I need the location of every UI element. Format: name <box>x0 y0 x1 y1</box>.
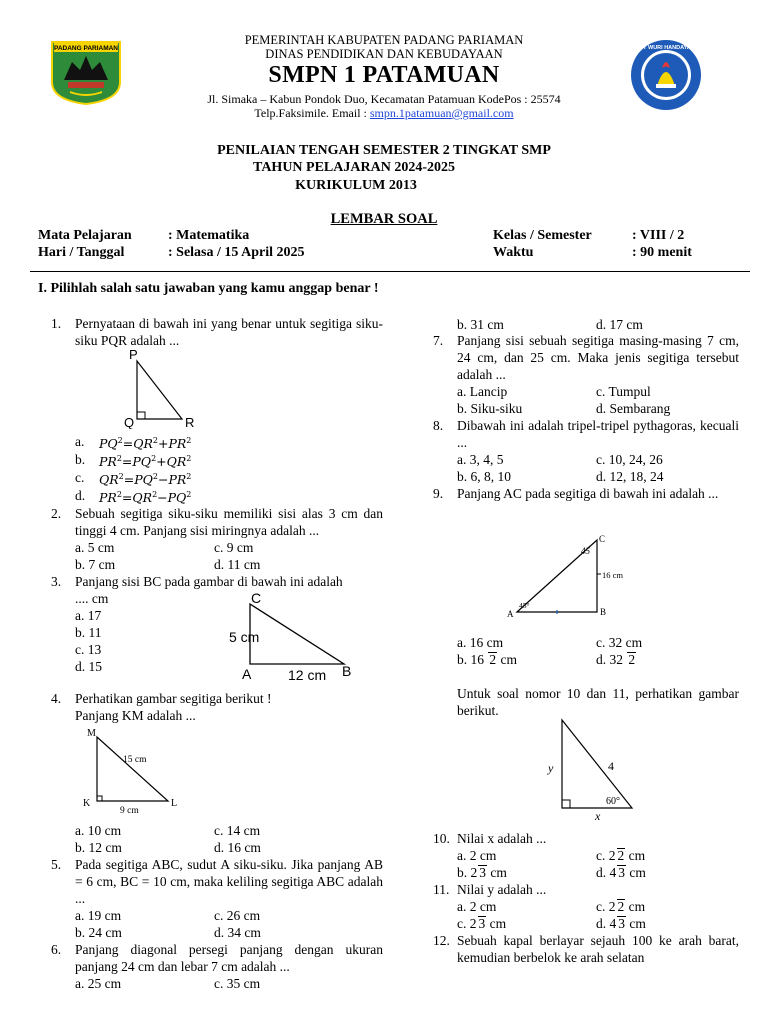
question-number: 3. <box>51 574 62 589</box>
option-a[interactable]: a. 17 <box>75 608 102 623</box>
side-label: 5 cm <box>229 629 260 645</box>
logo-lettering: TUT WURI HANDAYANI <box>635 45 697 51</box>
option-a[interactable]: a. 2 cm <box>457 899 497 914</box>
question-number: 10. <box>433 831 450 846</box>
option-unit: cm <box>625 848 646 863</box>
question-6-text: Panjang diagonal persegi panjang dengan ukuran panjang 24 cm dan lebar 7 cm adalah ... <box>75 942 383 974</box>
sheet-title: LEMBAR SOAL <box>330 211 438 227</box>
class-value: : VIII / 2 <box>632 228 685 243</box>
vertex-label: C <box>599 534 606 544</box>
option-c[interactable]: c. Tumpul <box>596 384 651 399</box>
question-8-text: Dibawah ini adalah tripel-tripel pythagoras, kecuali ... <box>457 418 739 450</box>
email-link[interactable]: smpn.1patamuan@gmail.com <box>369 106 514 120</box>
question-number: 1. <box>51 316 62 331</box>
triangle-60-figure <box>540 712 650 824</box>
option-b-formula[interactable]: $PR^2=PQ^2+QR^2$ <box>99 454 192 470</box>
option-c-formula[interactable]: $QR^2=PQ^2-PR^2$ <box>99 472 192 488</box>
option-c[interactable] <box>596 847 645 864</box>
option-a[interactable]: a. Lancip <box>457 384 508 399</box>
option-b[interactable]: b. 7 cm <box>75 557 116 572</box>
option-d[interactable]: d. 17 cm <box>596 317 643 332</box>
option-a-label: a. <box>75 434 85 449</box>
side-label: 15 cm <box>123 755 147 765</box>
option-d[interactable]: d. 34 cm <box>214 925 261 940</box>
vertex-label: C <box>251 590 262 606</box>
question-5-text: Pada segitiga ABC, sudut A siku-siku. Jika panjang AB = 6 cm, BC = 10 cm, maka keliling segitiga ABC adalah ... <box>75 857 383 906</box>
question-text: Pernyataan di bawah ini yang benar untuk segitiga siku-siku PQR adalah ... <box>75 316 383 348</box>
logo-lettering: PADANG PARIAMAN <box>53 45 119 52</box>
option-c[interactable]: c. 13 <box>75 642 102 657</box>
option-c[interactable]: c. 14 cm <box>214 823 261 838</box>
class-label: Kelas / Semester <box>493 228 592 243</box>
sqrt-radicand: 3 <box>618 865 625 880</box>
vertex-label: A <box>242 666 252 682</box>
sqrt-radicand: 2 <box>617 899 625 914</box>
question-3-text: Panjang sisi BC pada gambar di bawah ini adalah <box>75 574 343 589</box>
question-number: 5. <box>51 857 62 872</box>
question-number: 4. <box>51 691 62 706</box>
vertex-label: P <box>129 347 138 362</box>
side-label: y <box>548 761 554 775</box>
side-label: 12 cm <box>288 667 327 682</box>
option-c[interactable]: c. 9 cm <box>214 540 254 555</box>
side-label: x <box>595 809 601 823</box>
option-d-label: d. <box>75 488 86 503</box>
school-name: SMPN 1 PATAMUAN <box>268 62 500 88</box>
option-text: c. 2 <box>596 848 616 863</box>
question-2-text: Sebuah segitiga siku-siku memiliki sisi alas 3 cm dan tinggi 4 cm. Panjang sisi miringnya adalah ... <box>75 506 383 538</box>
vertex-label: R <box>185 415 195 429</box>
sqrt-radicand: 3 <box>479 865 486 880</box>
option-b[interactable]: b. 31 cm <box>457 317 504 332</box>
question-number: 9. <box>433 486 444 501</box>
option-a[interactable]: a. 2 cm <box>457 848 497 863</box>
option-b[interactable] <box>457 651 517 668</box>
option-c-label: c. <box>75 470 85 485</box>
vertex-label: K <box>83 798 91 809</box>
option-d[interactable]: d. 11 cm <box>214 557 261 572</box>
question-4-text: Perhatikan gambar segitiga berikut ! <box>75 691 272 706</box>
question-number: 6. <box>51 942 62 957</box>
option-text: c. 2 <box>596 899 616 914</box>
option-a-formula[interactable]: $PQ^2=QR^2+PR^2$ <box>99 436 192 452</box>
option-unit: cm <box>487 865 507 880</box>
sqrt-radicand: 2 <box>628 652 636 667</box>
sqrt-radicand: 3 <box>618 916 625 931</box>
school-address: Jl. Simaka – Kabun Pondok Duo, Kecamatan Patamuan KodePos : 25574 <box>207 92 561 106</box>
option-b[interactable]: b. 11 <box>75 625 102 640</box>
angle-label: 45° <box>519 601 530 610</box>
option-c[interactable]: c. 35 cm <box>214 976 261 991</box>
option-b-label: b. <box>75 452 86 467</box>
option-b[interactable]: b. 12 cm <box>75 840 122 855</box>
option-a[interactable]: a. 19 cm <box>75 908 122 923</box>
option-a[interactable]: a. 10 cm <box>75 823 122 838</box>
sqrt-radicand: 2 <box>617 848 625 863</box>
department-line: DINAS PENDIDIKAN DAN KEBUDAYAAN <box>265 47 503 61</box>
vertex-label: M <box>87 728 96 739</box>
option-a[interactable]: a. 5 cm <box>75 540 115 555</box>
option-a[interactable]: a. 3, 4, 5 <box>457 452 504 467</box>
option-unit: cm <box>486 916 507 931</box>
time-label: Waktu <box>493 245 534 260</box>
vertex-label: B <box>600 607 607 617</box>
option-b[interactable]: b. 6, 8, 10 <box>457 469 511 484</box>
option-text: d. 4 <box>596 865 617 880</box>
question-9-text: Panjang AC pada segitiga di bawah ini adalah ... <box>457 486 719 501</box>
question-7-text: Panjang sisi sebuah segitiga masing-masing 7 cm, 24 cm, dan 25 cm. Maka jenis segitiga tersebut adalah ... <box>457 333 739 382</box>
question-number: 12. <box>433 933 450 948</box>
sqrt-radicand: 2 <box>489 652 497 667</box>
question-number: 7. <box>433 333 444 348</box>
vertex-label: L <box>171 798 178 809</box>
vertex-label: A <box>507 609 514 619</box>
option-d[interactable] <box>596 651 636 668</box>
subject-label: Mata Pelajaran <box>38 228 132 243</box>
angle-label: 45 <box>581 546 590 556</box>
triangle-45-figure <box>503 530 643 622</box>
option-unit: cm <box>626 865 646 880</box>
question-number: 11. <box>433 882 450 897</box>
day-label: Hari / Tanggal <box>38 245 125 260</box>
option-a[interactable]: a. 25 cm <box>75 976 122 991</box>
option-text: d. 32 <box>596 652 623 667</box>
contact-label: Telp.Faksimile. Email : <box>254 106 370 120</box>
vertex-label: B <box>342 663 352 679</box>
government-line: PEMERINTAH KABUPATEN PADANG PARIAMAN <box>244 33 524 47</box>
question-3-text-cont: .... cm <box>75 591 109 606</box>
option-d[interactable]: d. 12, 18, 24 <box>596 469 664 484</box>
question-4-text-cont: Panjang KM adalah ... <box>75 708 196 723</box>
figure-intro-text: Untuk soal nomor 10 dan 11, perhatikan gambar berikut. <box>457 686 739 718</box>
option-d[interactable]: d. 15 <box>75 659 102 674</box>
option-unit: cm <box>497 652 517 667</box>
option-d-formula[interactable]: $PR^2=QR^2-PQ^2$ <box>99 490 192 506</box>
exam-title: PENILAIAN TENGAH SEMESTER 2 TINGKAT SMP <box>217 143 551 158</box>
option-c[interactable] <box>596 898 645 915</box>
question-12-text: Sebuah kapal berlayar sejauh 100 ke arah barat, kemudian berbelok ke arah selatan <box>457 933 739 965</box>
option-b[interactable]: b. Siku-siku <box>457 401 523 416</box>
option-text: b. 2 <box>457 865 478 880</box>
option-a[interactable]: a. 16 cm <box>457 635 504 650</box>
option-unit: cm <box>626 916 646 931</box>
option-d[interactable]: d. 16 cm <box>214 840 261 855</box>
option-text: c. 2 <box>457 916 477 931</box>
day-value: : Selasa / 15 April 2025 <box>168 245 305 260</box>
option-unit: cm <box>625 899 646 914</box>
question-number: 2. <box>51 506 62 521</box>
sqrt-radicand: 3 <box>478 916 486 931</box>
curriculum: KURIKULUM 2013 <box>295 178 417 193</box>
section-instruction: I. Pilihlah salah satu jawaban yang kamu anggap benar ! <box>38 281 379 296</box>
option-d[interactable] <box>596 864 646 881</box>
option-b[interactable] <box>457 864 507 881</box>
option-c-second[interactable] <box>457 915 506 932</box>
question-11-text: Nilai y adalah ... <box>457 882 547 897</box>
option-d[interactable]: d. Sembarang <box>596 401 671 416</box>
academic-year: TAHUN PELAJARAN 2024-2025 <box>253 160 455 175</box>
side-label: 16 cm <box>602 570 624 580</box>
angle-label: 60° <box>606 796 620 807</box>
vertex-label: Q <box>124 415 135 429</box>
option-text: b. 16 <box>457 652 484 667</box>
side-label: 9 cm <box>120 806 139 816</box>
question-10-text: Nilai x adalah ... <box>457 831 547 846</box>
option-text: d. 4 <box>596 916 617 931</box>
option-d[interactable] <box>596 915 646 932</box>
question-number: 8. <box>433 418 444 433</box>
option-c[interactable]: c. 10, 24, 26 <box>596 452 663 467</box>
subject-value: : Matematika <box>168 228 250 243</box>
option-b[interactable]: b. 24 cm <box>75 925 122 940</box>
time-value: : 90 menit <box>632 245 692 260</box>
option-c[interactable]: c. 32 cm <box>596 635 643 650</box>
side-label: 4 <box>608 759 614 773</box>
option-c[interactable]: c. 26 cm <box>214 908 261 923</box>
